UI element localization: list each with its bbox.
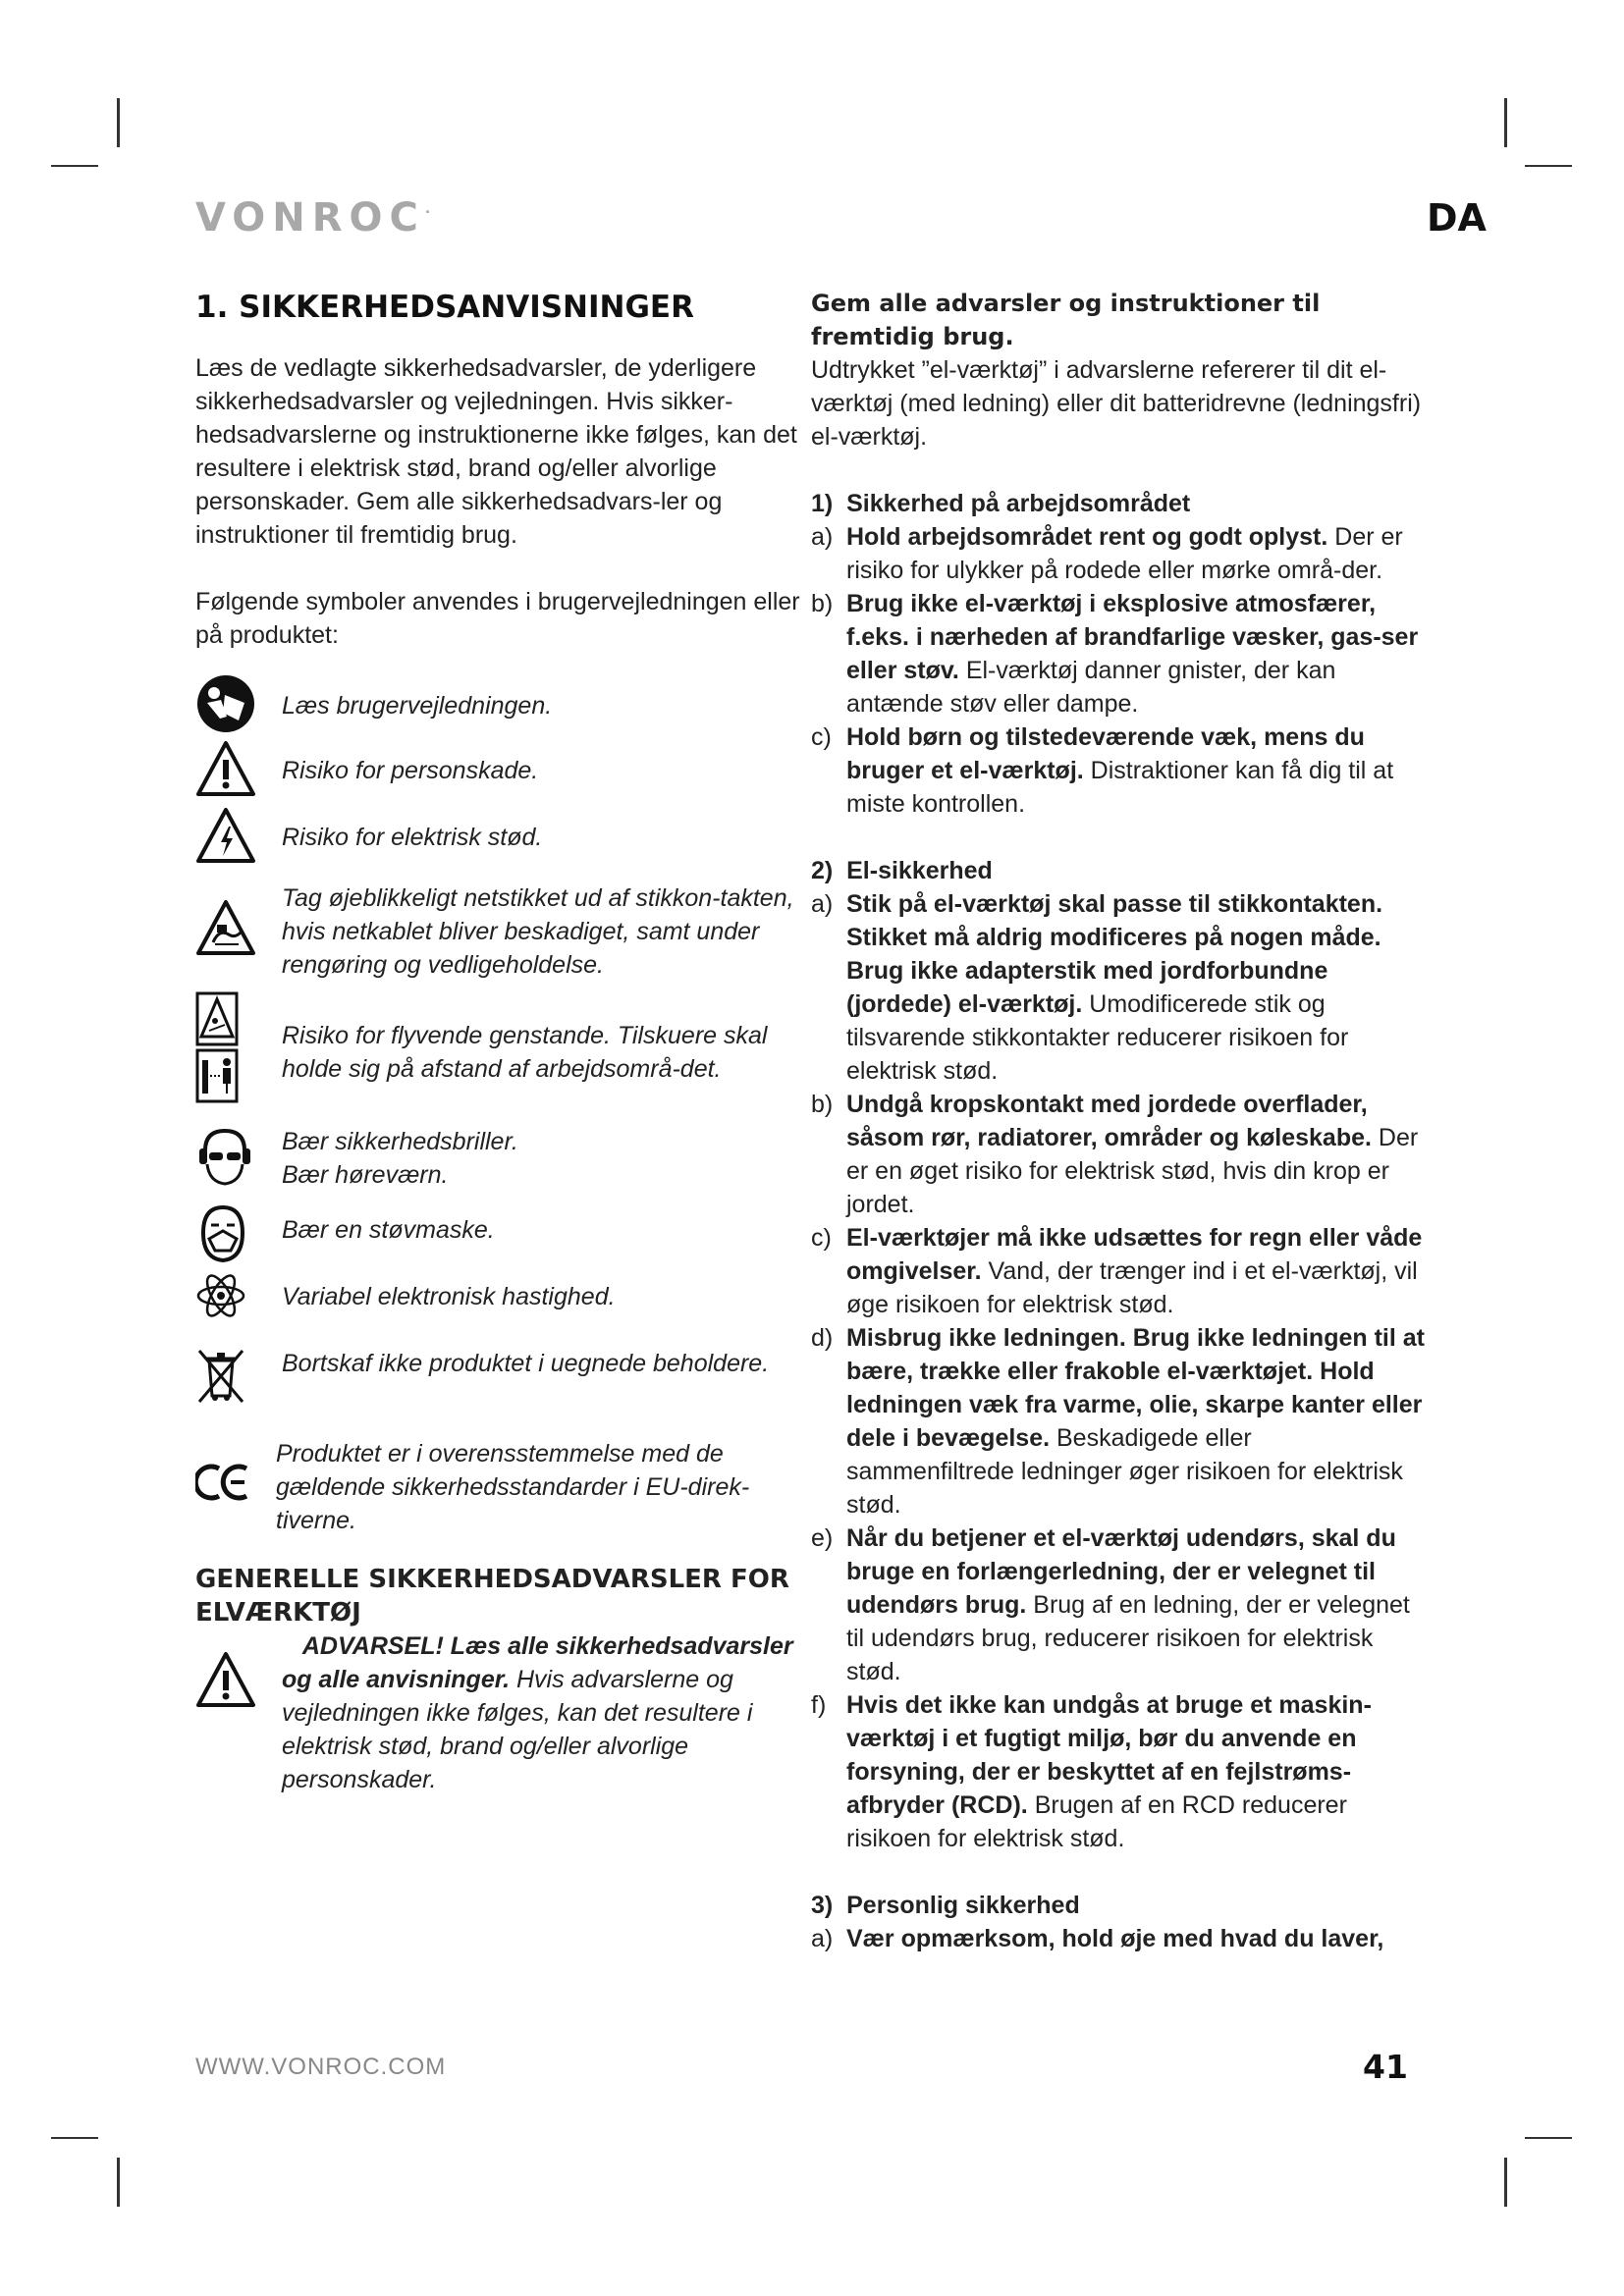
warning-text xyxy=(282,1629,809,1796)
item-text: Distraktioner kan få dig til at miste kontrollen. xyxy=(846,757,1394,818)
warning-triangle-icon xyxy=(195,740,256,797)
crop-mark xyxy=(1504,98,1507,147)
item-bold: El-værktøjer må ikke udsættes for regn eller våde omgivelser. xyxy=(846,1224,1423,1285)
page-title: 1. SIKKERHEDSANVISNINGER xyxy=(195,290,694,325)
crop-mark xyxy=(1525,165,1572,167)
ce-mark-icon xyxy=(195,1463,252,1502)
item-bold: Undgå kropskontakt med jordede overflader, såsom rør, radiatorer, områder og køleskabe. xyxy=(846,1091,1372,1151)
sections xyxy=(811,487,1425,1955)
unplug-warning-icon xyxy=(195,899,256,956)
symbol-text: Risiko for personskade. xyxy=(282,757,539,784)
list-item xyxy=(811,1922,1425,1955)
symbol-text: Variabel elektronisk hastighed. xyxy=(282,1283,616,1310)
symbol-text: Produktet er i overensstemmelse med de gældende sikkerhedsstandarder i EU-direk-tiverne. xyxy=(276,1440,750,1534)
item-label: a) xyxy=(811,523,834,551)
list-item xyxy=(811,1522,1425,1688)
item-bold: Hold arbejdsområdet rent og godt oplyst. xyxy=(846,523,1328,551)
general-heading: GENERELLE SIKKERHEDSADVARSLER FOR ELVÆRKTØJ xyxy=(195,1565,789,1628)
symbol-row xyxy=(195,881,809,982)
item-label: c) xyxy=(811,1224,832,1252)
item-bold: Brug ikke el-værktøj i eksplosive atmosfærer, f.eks. i nærheden af brandfarlige væsker, gas-ser eller støv. xyxy=(846,590,1419,684)
warning-body: Hvis advarslerne og vejledningen ikke følges, kan det resultere i elektrisk stød, brand og/eller alvorlige personskader. xyxy=(282,1666,753,1793)
list-item xyxy=(811,1321,1425,1522)
symbol-row xyxy=(195,673,809,740)
item-text: Der er en øget risiko for elektrisk stød, hvis din krop er jordet. xyxy=(846,1124,1419,1218)
item-bold: Hvis det ikke kan undgås at bruge et maskin-værktøj i et fugtigt miljø, bør du anvende en forsyning, der er beskyttet af en fejlstrøms-afbryder (RCD). xyxy=(846,1691,1372,1819)
item-bold: Vær opmærksom, hold øje med hvad du laver, xyxy=(846,1925,1384,1952)
item-body xyxy=(846,1522,1425,1688)
list-item xyxy=(811,1688,1425,1855)
symbol-text: Bortskaf ikke produktet i uegnede beholdere. xyxy=(282,1350,770,1377)
right-column xyxy=(811,287,1425,1955)
list-item xyxy=(811,721,1425,821)
item-label: c) xyxy=(811,723,832,751)
item-bold: Når du betjener et el-værktøj udendørs, skal du bruge en forlængerledning, der er velegnet til udendørs brug. xyxy=(846,1524,1396,1619)
section-title: 2) El-sikkerhed xyxy=(811,857,993,884)
item-label: a) xyxy=(811,890,834,918)
brand-logo: VONROC· xyxy=(195,195,431,240)
electric-shock-icon xyxy=(195,807,256,864)
symbol-text xyxy=(282,1125,518,1192)
symbol-text: Risiko for elektrisk stød. xyxy=(282,824,543,851)
symbol-row xyxy=(195,991,809,1105)
item-text: El-værktøj danner gnister, der kan antænde støv eller dampe. xyxy=(846,657,1336,718)
symbol-row xyxy=(195,1125,809,1203)
crop-mark xyxy=(51,165,98,167)
warning-triangle-icon xyxy=(195,1651,256,1708)
crop-mark xyxy=(117,2158,120,2207)
symbol-text: Risiko for flyvende genstande. Tilskuere skal holde sig på afstand af arbejdsområ-det. xyxy=(282,1022,768,1083)
item-label: a) xyxy=(811,1925,834,1952)
symbol-row xyxy=(195,1270,809,1337)
symbol-text: Læs brugervejledningen. xyxy=(282,692,553,720)
item-text: Umodificerede stik og tilsvarende stikkontakter reducerer risikoen for elektrisk stød. xyxy=(846,990,1349,1085)
variable-speed-icon xyxy=(195,1270,246,1321)
symbol-row xyxy=(195,1437,809,1543)
crop-mark xyxy=(1504,2158,1507,2207)
list-item xyxy=(811,520,1425,587)
item-body xyxy=(846,520,1425,587)
item-label: e) xyxy=(811,1524,834,1552)
symbol-text-line: Bær sikkerhedsbriller. xyxy=(282,1128,518,1155)
keep-instructions: Gem alle advarsler og instruktioner til fremtidig brug. xyxy=(811,290,1321,350)
item-body xyxy=(846,1088,1425,1221)
left-column xyxy=(195,287,809,1796)
section-title: 3) Personlig sikkerhed xyxy=(811,1892,1080,1919)
language-code: DA xyxy=(1427,196,1487,240)
symbol-row xyxy=(195,1203,809,1270)
item-bold: Stik på el-værktøj skal passe til stikkontakten. Stikket må aldrig modificeres på nogen måde. Brug ikke adapterstik med jordforbundne (jordede) el-værktøj. xyxy=(846,890,1383,1018)
item-body xyxy=(846,587,1425,721)
website-url: WWW.VONROC.COM xyxy=(195,2054,447,2080)
section-title: 1) Sikkerhed på arbejdsområdet xyxy=(811,490,1191,517)
list-item xyxy=(811,1221,1425,1321)
item-label: f) xyxy=(811,1691,827,1719)
item-text: Der er risiko for ulykker på rodede eller mørke områ-der. xyxy=(846,523,1403,584)
warning-bold: ADVARSEL! Læs alle sikkerhedsadvarsler og alle anvisninger. xyxy=(282,1632,793,1693)
item-bold: Misbrug ikke ledningen. Brug ikke ledningen til at bære, trække eller frakoble el-værktøjet. Hold ledningen væk fra varme, olie, skarpe kanter eller dele i bevægelse. xyxy=(846,1324,1425,1452)
item-body xyxy=(846,1221,1425,1321)
list-item xyxy=(811,1088,1425,1221)
item-bold: Hold børn og tilstedeværende væk, mens du bruger et el-værktøj. xyxy=(846,723,1365,784)
item-text: Brugen af en RCD reducerer risikoen for elektrisk stød. xyxy=(846,1791,1347,1852)
item-text: Beskadigede eller sammenfiltrede ledninger øger risikoen for elektrisk stød. xyxy=(846,1424,1403,1519)
item-label: b) xyxy=(811,1091,834,1118)
item-text: Vand, der trænger ind i et el-værktøj, vil øge risikoen for elektrisk stød. xyxy=(846,1257,1418,1318)
item-body xyxy=(846,721,1425,821)
item-label: b) xyxy=(811,590,834,617)
intro-paragraph: Læs de vedlagte sikkerhedsadvarsler, de yderligere sikkerhedsadvarsler og vejledningen. Hvis sikker-hedsadvarslerne og instruktionerne ikke følges, kan det resultere i elektrisk stød, brand og/eller alvorlige personskader. Gem alle sikkerhedsadvars-ler og instruktioner til fremtidig brug. xyxy=(195,354,797,549)
item-label: d) xyxy=(811,1324,834,1352)
symbols-intro: Følgende symboler anvendes i brugervejledningen eller på produktet: xyxy=(195,588,800,649)
item-body xyxy=(846,1321,1425,1522)
read-manual-icon xyxy=(195,673,256,734)
definition-paragraph: Udtrykket ”el-værktøj” i advarslerne refererer til dit el-værktøj (med ledning) eller dit batteridrevne (ledningsfri) el-værktøj. xyxy=(811,356,1422,451)
item-body xyxy=(846,1922,1383,1955)
crop-mark xyxy=(1525,2137,1572,2139)
symbol-text: Bær en støvmaske. xyxy=(282,1216,495,1244)
item-body xyxy=(846,887,1425,1088)
dust-mask-icon xyxy=(195,1203,250,1262)
warning-block xyxy=(195,1629,809,1796)
list-item xyxy=(811,887,1425,1088)
item-text: Brug af en ledning, der er velegnet til udendørs brug, reducerer risikoen for elektrisk stød. xyxy=(846,1591,1410,1685)
symbol-row xyxy=(195,1337,809,1437)
crop-mark xyxy=(51,2137,98,2139)
item-body xyxy=(846,1688,1425,1855)
crossed-bin-icon xyxy=(195,1347,246,1406)
symbol-text: Tag øjeblikkeligt netstikket ud af stikkon-takten, hvis netkablet bliver beskadiget, samt under rengøring og vedligeholdelse. xyxy=(282,884,794,979)
crop-mark xyxy=(117,98,120,147)
list-item xyxy=(811,587,1425,721)
safety-glasses-icon xyxy=(195,1127,254,1188)
symbol-row xyxy=(195,740,809,807)
page-number: 41 xyxy=(1363,2048,1408,2086)
flying-objects-icon xyxy=(195,991,239,1107)
symbol-row xyxy=(195,807,809,874)
symbol-text-line: Bær høreværn. xyxy=(282,1161,449,1189)
